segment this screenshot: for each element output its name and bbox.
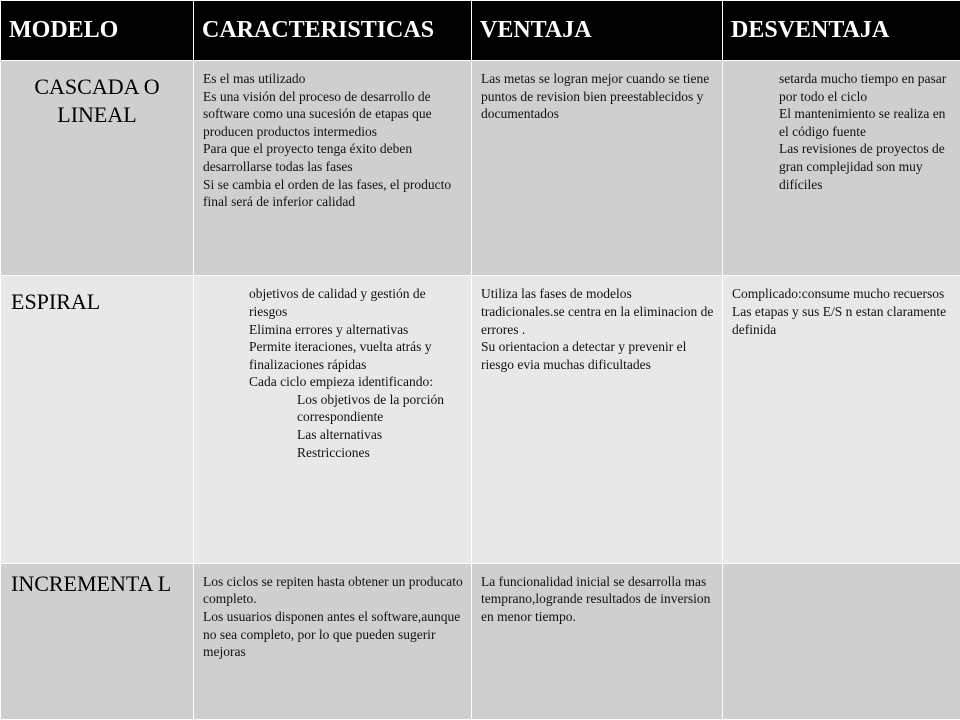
caracteristica-item: Elimina errores y alternativas — [249, 321, 409, 337]
caracteristica-item: Cada ciclo empieza identificando: — [249, 374, 434, 390]
caracteristicas-cell — [194, 61, 472, 276]
header-ventaja: VENTAJA — [472, 1, 723, 61]
model-cell — [1, 276, 194, 563]
header-row — [1, 1, 960, 61]
desventaja-item: Complicado:consume mucho recuersos — [732, 286, 945, 302]
model-name: INCREMENTA L — [11, 570, 172, 596]
ventaja-item: Utiliza las fases de modelos tradicionales.se centra en la eliminacion de errores . — [481, 286, 714, 337]
ventaja-item: Su orientacion a detectar y prevenir el riesgo evia muchas dificultades — [481, 339, 687, 372]
desventaja-cell — [723, 61, 960, 276]
caracteristica-item: Permite iteraciones, vuelta atrás y finalizaciones rápidas — [249, 339, 432, 372]
desventaja-cell — [723, 563, 960, 719]
desventaja-item: setarda mucho tiempo en pasar por todo el ciclo — [779, 71, 947, 104]
caracteristica-subitem: Los objetivos de la porción correspondiente — [297, 391, 444, 425]
table-row — [1, 61, 960, 276]
caracteristica-item: Es una visión del proceso de desarrollo de software como una sucesión de etapas que producen productos intermedios — [203, 88, 432, 139]
caracteristica-subitem: Restricciones — [297, 444, 370, 460]
header-desventaja: DESVENTAJA — [723, 1, 960, 61]
desventaja-item: El mantenimiento se realiza en el código fuente — [779, 106, 946, 139]
caracteristica-item: Los usuarios disponen antes el software,aunque no sea completo, por lo que pueden sugerir mejoras — [203, 608, 461, 660]
model-name: ESPIRAL — [11, 289, 101, 315]
desventaja-item: Las etapas y sus E/S n estan claramente definida — [732, 303, 947, 337]
table-row — [1, 563, 960, 719]
caracteristicas-cell — [194, 563, 472, 719]
ventaja-cell — [472, 61, 723, 276]
model-name: CASCADA O LINEAL — [34, 74, 160, 127]
model-cell — [1, 563, 194, 719]
model-cell — [1, 61, 194, 276]
caracteristica-item: objetivos de calidad y gestión de riesgos — [249, 286, 426, 319]
caracteristica-item: Los ciclos se repiten hasta obtener un producato completo. — [203, 573, 463, 607]
desventaja-item: Las revisiones de proyectos de gran complejidad son muy difíciles — [779, 141, 945, 192]
ventaja-cell — [472, 563, 723, 719]
caracteristica-item: Es el mas utilizado — [203, 71, 306, 86]
caracteristicas-cell — [194, 276, 472, 563]
desventaja-cell — [723, 276, 960, 563]
ventaja-cell — [472, 276, 723, 563]
caracteristica-item: Para que el proyecto tenga éxito deben desarrollarse todas las fases — [203, 141, 413, 174]
table-row — [1, 276, 960, 563]
header-modelo: MODELO — [1, 1, 194, 61]
ventaja-item: La funcionalidad inicial se desarrolla mas temprano,logrande resultados de inversion en menor tiempo. — [481, 573, 711, 624]
caracteristica-item: Si se cambia el orden de las fases, el producto final será de inferior calidad — [203, 176, 452, 210]
caracteristica-subitem: Las alternativas — [297, 427, 383, 443]
ventaja-item: Las metas se logran mejor cuando se tiene puntos de revision bien preestablecidos y documentados — [481, 71, 710, 122]
header-caracteristicas: CARACTERISTICAS — [194, 1, 472, 61]
